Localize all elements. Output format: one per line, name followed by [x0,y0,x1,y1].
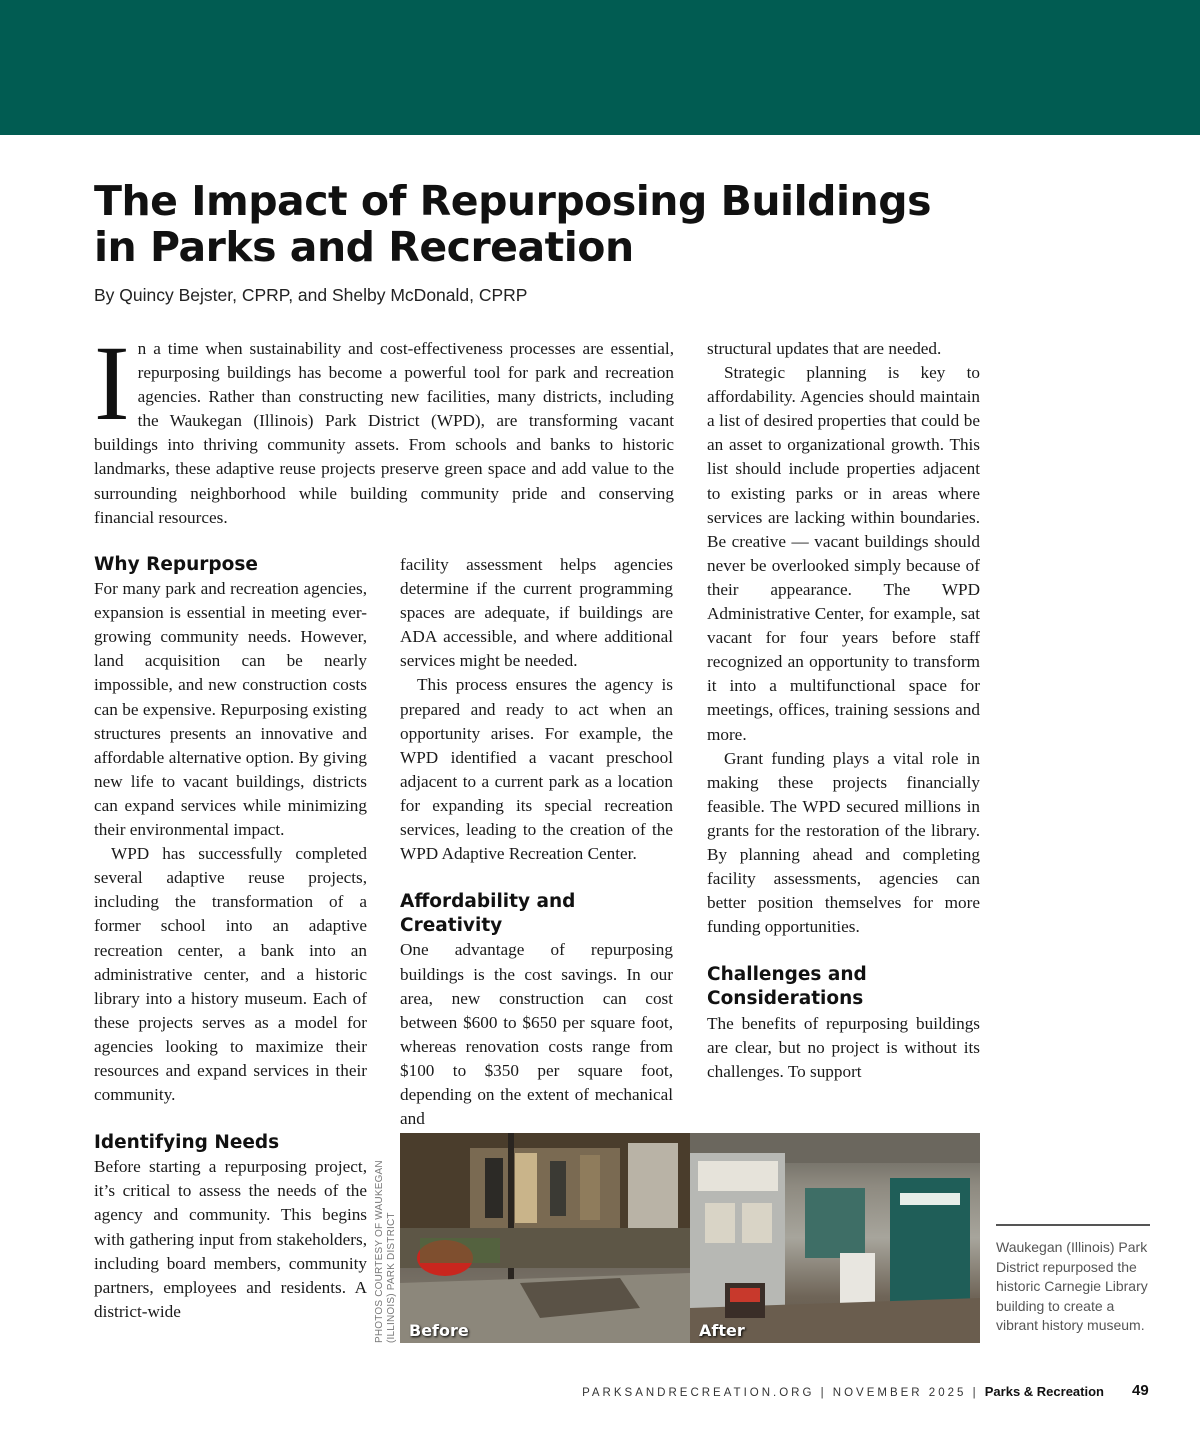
magazine-name: Parks & Recreation [984,1384,1104,1399]
heading-identifying-needs: Identifying Needs [94,1132,280,1154]
paragraph: For many park and recreation agencies, expansion is essential in meeting ever-growing community needs. However, land acquisition can be nearly impossible, and new construction costs can be expensive. Repurposing existing structures presents an innovative and affordable alternative option. By giving new life to vacant buildings, districts can expand services while minimizing their environmental impact. [94,579,367,840]
before-after-photo [400,1133,980,1343]
intro-paragraph [94,325,674,530]
before-scene-graphic [400,1133,690,1343]
drop-cap: I [94,325,130,443]
before-label: Before [409,1321,469,1340]
heading-challenges: Challenges and Considerations [707,964,867,1010]
paragraph: facility assessment helps agencies determine if the current programming spaces are adequate, if buildings are ADA accessible, and where additional services might be needed. [400,555,673,671]
heading-why-repurpose: Why Repurpose [94,554,258,575]
caption-rule [996,1224,1150,1226]
byline: By Quincy Bejster, CPRP, and Shelby McDonald, CPRP [94,285,528,305]
column-1 [94,553,367,1324]
paragraph: structural updates that are needed. [707,339,942,358]
page-number: 49 [1132,1382,1149,1399]
header-banner [0,0,1200,135]
paragraph: Grant funding plays a vital role in making these projects financially feasible. The WPD secured millions in grants for the restoration of the library. By planning ahead and completing facility assessments, agencies can better position themselves for more funding opportunities. [707,748,980,937]
paragraph: Before starting a repurposing project, it’s critical to assess the needs of the agency and community. This begins with gathering input from stakeholders, including board members, community partners, employees and residents. A district-wide [94,1157,367,1321]
after-photo [690,1133,980,1343]
paragraph: The benefits of repurposing buildings are clear, but no project is without its challenges. To support [707,1013,980,1081]
article-title: The Impact of Repurposing Buildings in Parks and Recreation [94,177,931,271]
paragraph: Strategic planning is key to affordability. Agencies should maintain a list of desired properties that could be an asset to organizational growth. This list should include properties adjacent to existing parks or in areas where services are lacking within boundaries. Be creative — vacant buildings should never be overlooked simply because of their appearance. The WPD Administrative Center, for example, sat vacant for four years before staff recognized an opportunity to transform it into a multifunctional space for meetings, offices, training sessions and more. [707,363,980,744]
photo-credit: PHOTOS COURTESY OF WAUKEGAN (ILLINOIS) PARK DISTRICT [374,1160,397,1343]
paragraph: One advantage of repurposing buildings is the cost savings. In our area, new construction can cost between $600 to $650 per square foot, whereas renovation costs range from $100 to $350 per square foot, depending on the extent of mechanical and [400,940,673,1129]
after-label: After [699,1321,745,1340]
paragraph: This process ensures the agency is prepared and ready to act when an opportunity arises. For example, the WPD identified a vacant preschool adjacent to a current park as a location for expanding its special recreation services, leading to the creation of the WPD Adaptive Recreation Center. [400,675,673,864]
photo-caption: Waukegan (Illinois) Park District repurposed the historic Carnegie Library building to create a vibrant history museum. [996,1239,1148,1333]
page-footer [582,1384,1104,1399]
heading-affordability: Affordability and Creativity [400,891,576,937]
column-3 [707,337,980,1084]
column-2 [400,553,673,1131]
footer-site-date: PARKSANDRECREATION.ORG | NOVEMBER 2025 | [582,1387,979,1399]
after-scene-graphic [690,1133,980,1343]
before-photo [400,1133,690,1343]
intro-text: n a time when sustainability and cost-effectiveness processes are essential, repurposing buildings has become a powerful tool for park and recreation agencies. Rather than constructing new facilities, many districts, including the Waukegan (Illinois) Park District (WPD), are transforming vacant buildings into thriving community assets. From schools and banks to historic landmarks, these adaptive reuse projects preserve green space and add value to the surrounding neighborhood while building community pride and conserving financial resources. [94,339,674,527]
paragraph: WPD has successfully completed several adaptive reuse projects, including the transformation of a former school into an adaptive recreation center, a bank into an administrative center, and a historic library into a history museum. Each of these projects serves as a model for agencies looking to maximize their resources and expand services in their community. [94,844,367,1105]
